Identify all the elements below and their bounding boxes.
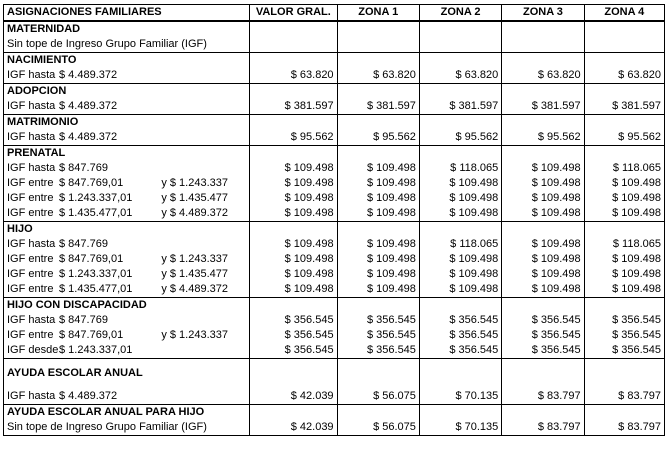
zona-2-cell: $ 356.545 [419, 313, 501, 328]
zona-1-cell: $ 95.562 [337, 130, 419, 146]
range-amount-from: $ 4.489.372 [59, 389, 118, 402]
zona-1-cell: $ 109.498 [337, 161, 419, 176]
zona-1-cell: $ 63.820 [337, 68, 419, 84]
empty-cell [584, 222, 664, 238]
range-amount-from: $ 847.769 [59, 238, 108, 250]
zona-2-cell: $ 63.820 [419, 68, 501, 84]
range-label [4, 252, 250, 267]
range-amount-from: $ 4.489.372 [59, 69, 118, 81]
zona-4-cell: $ 109.498 [584, 252, 664, 267]
table-row [4, 99, 665, 115]
zona-4-cell: $ 381.597 [584, 99, 664, 115]
range-prefix: IGF entre [7, 192, 54, 204]
range-label [4, 68, 250, 84]
zona-4-cell: $ 95.562 [584, 130, 664, 146]
section-title: ADOPCION [4, 84, 250, 100]
zona-1-cell: $ 109.498 [337, 267, 419, 282]
empty-cell [584, 115, 664, 131]
section-title-row-adopcion [4, 84, 665, 100]
range-amount-to: y $ 1.243.337 [161, 177, 228, 189]
table-row [4, 389, 665, 405]
range-prefix: IGF entre [7, 207, 54, 219]
empty-cell [584, 53, 664, 69]
range-label [4, 420, 250, 436]
range-amount-from: $ 847.769 [59, 162, 108, 174]
section-title: HIJO CON DISCAPACIDAD [4, 298, 250, 314]
empty-cell [502, 21, 584, 37]
zona-3-cell: $ 109.498 [502, 252, 584, 267]
valor-gral-cell: $ 109.498 [250, 191, 338, 206]
empty-cell [502, 115, 584, 131]
empty-cell [584, 404, 664, 420]
empty-cell [250, 146, 338, 162]
empty-cell [502, 404, 584, 420]
zona-4-cell: $ 109.498 [584, 267, 664, 282]
table-row [4, 37, 665, 53]
empty-cell [337, 115, 419, 131]
table-row [4, 252, 665, 267]
zona-3-cell: $ 109.498 [502, 161, 584, 176]
table-row [4, 176, 665, 191]
range-amount-to: y $ 1.435.477 [161, 268, 228, 280]
zona-4-cell: $ 109.498 [584, 206, 664, 222]
range-amount-from: $ 1.243.337,01 [59, 344, 133, 356]
empty-cell [250, 115, 338, 131]
range-amount-from: $ 847.769,01 [59, 253, 124, 265]
zona-1-cell [337, 37, 419, 53]
section-title-row-ayuda-escolar [4, 359, 665, 389]
empty-cell [502, 84, 584, 100]
zona-2-cell: $ 356.545 [419, 343, 501, 359]
section-title: AYUDA ESCOLAR ANUAL [4, 359, 250, 389]
zona-4-cell: $ 118.065 [584, 237, 664, 252]
empty-cell [337, 359, 419, 389]
table-row [4, 328, 665, 343]
valor-gral-cell: $ 109.498 [250, 176, 338, 191]
empty-cell [419, 53, 501, 69]
table-row [4, 161, 665, 176]
zona-1-cell: $ 356.545 [337, 343, 419, 359]
empty-cell [502, 53, 584, 69]
range-label [4, 389, 250, 405]
empty-cell [337, 146, 419, 162]
empty-cell [337, 84, 419, 100]
range-amount-from: $ 1.435.477,01 [59, 283, 133, 295]
zona-1-cell: $ 56.075 [337, 420, 419, 436]
range-prefix: IGF hasta [7, 162, 56, 174]
empty-cell [250, 53, 338, 69]
section-title-row-hijo [4, 222, 665, 238]
header-row [4, 5, 665, 22]
empty-cell [502, 222, 584, 238]
section-title: MATERNIDAD [4, 21, 250, 37]
zona-3-cell: $ 83.797 [502, 389, 584, 405]
empty-cell [419, 115, 501, 131]
zona-1-cell: $ 356.545 [337, 328, 419, 343]
zona-3-cell: $ 356.545 [502, 343, 584, 359]
empty-cell [419, 146, 501, 162]
valor-gral-cell: $ 109.498 [250, 237, 338, 252]
empty-cell [419, 404, 501, 420]
empty-cell [419, 359, 501, 389]
empty-cell [250, 298, 338, 314]
table-row [4, 206, 665, 222]
range-label [4, 343, 250, 359]
zona-1-cell: $ 381.597 [337, 99, 419, 115]
empty-cell [502, 146, 584, 162]
range-label [4, 176, 250, 191]
zona-3-cell: $ 83.797 [502, 420, 584, 436]
header-zona-1: ZONA 1 [337, 5, 419, 22]
zona-3-cell [502, 37, 584, 53]
range-amount-to: y $ 1.435.477 [161, 192, 228, 204]
range-prefix: IGF entre [7, 253, 54, 265]
zona-2-cell: $ 70.135 [419, 420, 501, 436]
zona-3-cell: $ 109.498 [502, 206, 584, 222]
valor-gral-cell: $ 381.597 [250, 99, 338, 115]
empty-cell [337, 53, 419, 69]
zona-3-cell: $ 356.545 [502, 328, 584, 343]
zona-4-cell: $ 118.065 [584, 161, 664, 176]
zona-4-cell: $ 109.498 [584, 191, 664, 206]
section-title-row-hijo-discapacidad [4, 298, 665, 314]
empty-cell [337, 222, 419, 238]
empty-cell [584, 359, 664, 389]
range-amount-from: $ 847.769,01 [59, 329, 124, 341]
zona-3-cell: $ 381.597 [502, 99, 584, 115]
empty-cell [584, 146, 664, 162]
range-prefix: IGF entre [7, 268, 54, 280]
range-prefix: IGF hasta [7, 69, 56, 81]
empty-cell [584, 298, 664, 314]
zona-4-cell: $ 109.498 [584, 282, 664, 298]
zona-4-cell: $ 83.797 [584, 389, 664, 405]
range-label [4, 130, 250, 146]
valor-gral-cell: $ 63.820 [250, 68, 338, 84]
zona-4-cell: $ 356.545 [584, 343, 664, 359]
zona-4-cell [584, 37, 664, 53]
range-prefix: IGF hasta [7, 389, 56, 402]
valor-gral-cell: $ 42.039 [250, 420, 338, 436]
range-label [4, 313, 250, 328]
range-prefix: IGF desde [7, 344, 59, 356]
empty-cell [337, 298, 419, 314]
zona-4-cell: $ 63.820 [584, 68, 664, 84]
zona-4-cell: $ 356.545 [584, 313, 664, 328]
header-valor-gral: VALOR GRAL. [250, 5, 338, 22]
table-row [4, 313, 665, 328]
table-row [4, 343, 665, 359]
range-label [4, 99, 250, 115]
valor-gral-cell: $ 356.545 [250, 313, 338, 328]
header-zona-3: ZONA 3 [502, 5, 584, 22]
valor-gral-cell: $ 356.545 [250, 343, 338, 359]
range-prefix: IGF hasta [7, 131, 56, 143]
zona-4-cell: $ 356.545 [584, 328, 664, 343]
section-title-row-matrimonio [4, 115, 665, 131]
empty-cell [584, 21, 664, 37]
zona-3-cell: $ 109.498 [502, 282, 584, 298]
zona-2-cell: $ 109.498 [419, 206, 501, 222]
table-row [4, 282, 665, 298]
valor-gral-cell: $ 109.498 [250, 282, 338, 298]
range-prefix: IGF entre [7, 329, 54, 341]
valor-gral-cell: $ 109.498 [250, 267, 338, 282]
range-amount-to: y $ 4.489.372 [161, 283, 228, 295]
range-label [4, 282, 250, 298]
empty-cell [250, 84, 338, 100]
range-label [4, 206, 250, 222]
table-row [4, 237, 665, 252]
zona-2-cell: $ 356.545 [419, 328, 501, 343]
zona-2-cell: $ 118.065 [419, 161, 501, 176]
range-amount-from: $ 4.489.372 [59, 131, 118, 143]
valor-gral-cell: $ 109.498 [250, 206, 338, 222]
range-amount-from: $ 1.435.477,01 [59, 207, 133, 219]
empty-cell [502, 359, 584, 389]
section-title: AYUDA ESCOLAR ANUAL PARA HIJO [4, 404, 250, 420]
valor-gral-cell: $ 95.562 [250, 130, 338, 146]
zona-2-cell: $ 109.498 [419, 191, 501, 206]
zona-2-cell: $ 109.498 [419, 252, 501, 267]
zona-3-cell: $ 109.498 [502, 267, 584, 282]
zona-3-cell: $ 356.545 [502, 313, 584, 328]
zona-1-cell: $ 109.498 [337, 176, 419, 191]
range-label [4, 267, 250, 282]
zona-1-cell: $ 109.498 [337, 282, 419, 298]
zona-3-cell: $ 109.498 [502, 237, 584, 252]
table-row [4, 191, 665, 206]
section-title-row-ayuda-escolar-hijo [4, 404, 665, 420]
section-title: HIJO [4, 222, 250, 238]
zona-1-cell: $ 109.498 [337, 252, 419, 267]
zona-3-cell: $ 95.562 [502, 130, 584, 146]
zona-3-cell: $ 109.498 [502, 191, 584, 206]
zona-1-cell: $ 356.545 [337, 313, 419, 328]
table-row [4, 267, 665, 282]
empty-cell [250, 222, 338, 238]
asignaciones-familiares-table [3, 4, 665, 436]
range-amount-to: y $ 1.243.337 [161, 253, 228, 265]
range-amount-from: $ 4.489.372 [59, 100, 118, 112]
section-title: MATRIMONIO [4, 115, 250, 131]
table-row [4, 68, 665, 84]
empty-cell [419, 298, 501, 314]
empty-cell [419, 21, 501, 37]
range-label [4, 37, 250, 53]
valor-gral-cell: $ 109.498 [250, 252, 338, 267]
range-amount-to: y $ 4.489.372 [161, 207, 228, 219]
zona-2-cell: $ 109.498 [419, 282, 501, 298]
table-row [4, 130, 665, 146]
empty-cell [250, 404, 338, 420]
empty-cell [337, 404, 419, 420]
range-amount-from: $ 1.243.337,01 [59, 268, 133, 280]
header-zona-4: ZONA 4 [584, 5, 664, 22]
valor-gral-cell [250, 37, 338, 53]
valor-gral-cell: $ 356.545 [250, 328, 338, 343]
section-title-row-nacimiento [4, 53, 665, 69]
valor-gral-cell: $ 42.039 [250, 389, 338, 405]
zona-4-cell: $ 109.498 [584, 176, 664, 191]
zona-3-cell: $ 109.498 [502, 176, 584, 191]
section-title: PRENATAL [4, 146, 250, 162]
section-title-row-maternidad [4, 21, 665, 37]
range-label [4, 191, 250, 206]
range-amount-to: y $ 1.243.337 [161, 329, 228, 341]
empty-cell [337, 21, 419, 37]
empty-cell [419, 222, 501, 238]
range-label [4, 328, 250, 343]
zona-4-cell: $ 83.797 [584, 420, 664, 436]
zona-1-cell: $ 56.075 [337, 389, 419, 405]
range-amount-from: $ 1.243.337,01 [59, 192, 133, 204]
zona-1-cell: $ 109.498 [337, 237, 419, 252]
range-prefix: IGF entre [7, 283, 54, 295]
table-row [4, 420, 665, 436]
range-label [4, 161, 250, 176]
empty-cell [584, 84, 664, 100]
zona-2-cell: $ 109.498 [419, 176, 501, 191]
range-prefix: IGF entre [7, 177, 54, 189]
zona-2-cell: $ 95.562 [419, 130, 501, 146]
zona-2-cell [419, 37, 501, 53]
zona-2-cell: $ 118.065 [419, 237, 501, 252]
section-title-row-prenatal [4, 146, 665, 162]
empty-cell [419, 84, 501, 100]
section-title: NACIMIENTO [4, 53, 250, 69]
empty-cell [250, 359, 338, 389]
valor-gral-cell: $ 109.498 [250, 161, 338, 176]
header-asignaciones: ASIGNACIONES FAMILIARES [4, 5, 250, 22]
range-prefix: IGF hasta [7, 238, 56, 250]
range-amount-from: $ 847.769 [59, 314, 108, 326]
header-zona-2: ZONA 2 [419, 5, 501, 22]
zona-2-cell: $ 70.135 [419, 389, 501, 405]
range-prefix: IGF hasta [7, 314, 56, 326]
zona-1-cell: $ 109.498 [337, 206, 419, 222]
range-prefix: IGF hasta [7, 100, 56, 112]
empty-cell [250, 21, 338, 37]
range-amount-from: $ 847.769,01 [59, 177, 124, 189]
table-body [4, 5, 665, 436]
range-prefix: Sin tope de Ingreso Grupo Familiar (IGF) [7, 38, 207, 50]
zona-3-cell: $ 63.820 [502, 68, 584, 84]
zona-2-cell: $ 381.597 [419, 99, 501, 115]
zona-1-cell: $ 109.498 [337, 191, 419, 206]
zona-2-cell: $ 109.498 [419, 267, 501, 282]
range-label [4, 237, 250, 252]
range-prefix: Sin tope de Ingreso Grupo Familiar (IGF) [7, 420, 207, 433]
empty-cell [502, 298, 584, 314]
